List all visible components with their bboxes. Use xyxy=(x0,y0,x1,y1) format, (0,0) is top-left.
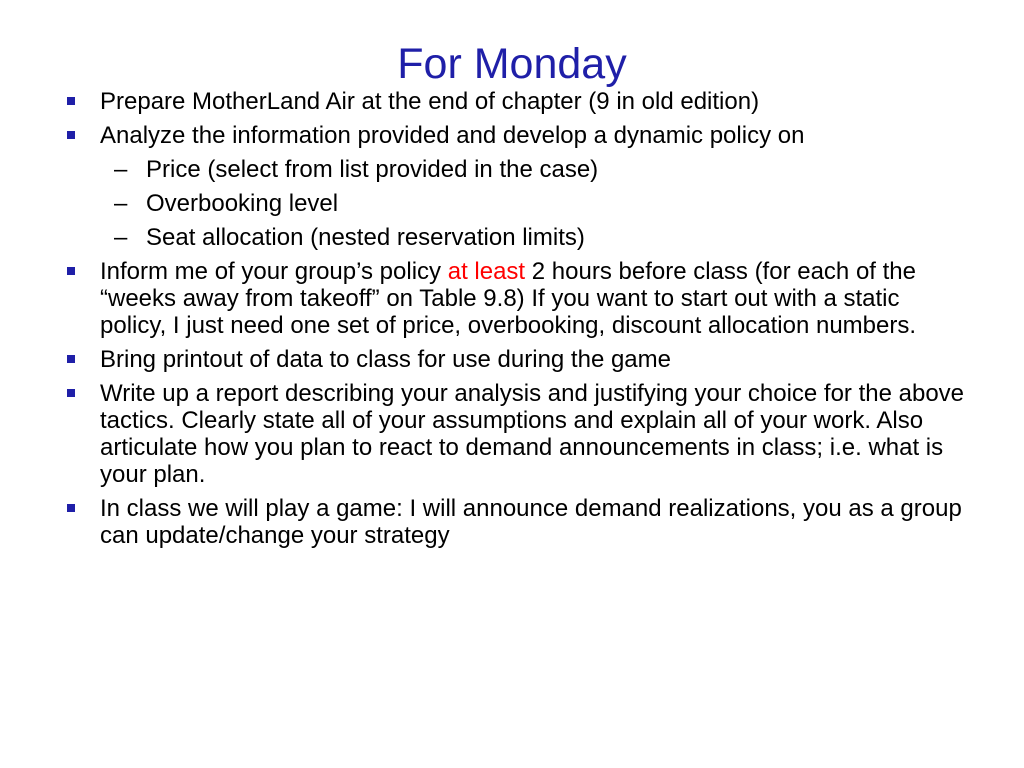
bullet-item xyxy=(66,122,966,149)
sub-bullet-text: Price (select from list provided in the case) xyxy=(146,156,599,183)
dash-bullet-icon: – xyxy=(114,190,128,217)
square-bullet-icon xyxy=(66,346,100,373)
sub-bullet-item xyxy=(114,156,966,183)
bullet-item xyxy=(66,258,966,339)
bullet-text: In class we will play a game: I will announce demand realizations, you as a group can update/change your strategy xyxy=(100,495,962,549)
square-bullet-icon xyxy=(66,380,100,407)
square-bullet-icon xyxy=(66,495,100,522)
bullet-text-part: 2 hours before class (for each of the “weeks away from takeoff” on Table 9.8) If you want to start out with a static policy, I just need one set of price, overbooking, discount allocation numbers. xyxy=(100,258,917,339)
sub-bullet-text: Overbooking level xyxy=(146,190,339,217)
bullet-text-part: Inform me of your group’s policy xyxy=(100,258,448,285)
bullet-item xyxy=(66,495,966,549)
bullet-text: Write up a report describing your analysis and justifying your choice for the above tactics. Clearly state all of your assumptions and explain all of your work. Also articulate how you plan to react to demand announcements in class; i.e. what is your plan. xyxy=(100,380,965,488)
bullet-item xyxy=(66,380,966,488)
sub-bullet-text: Seat allocation (nested reservation limits) xyxy=(146,224,585,251)
highlighted-text: at least xyxy=(447,258,526,285)
bullet-text xyxy=(100,258,966,339)
sub-bullet-item xyxy=(114,190,966,217)
bullet-text: Analyze the information provided and develop a dynamic policy on xyxy=(100,122,805,149)
square-bullet-icon xyxy=(66,88,100,115)
bullet-text: Bring printout of data to class for use during the game xyxy=(100,346,671,373)
slide-title: For Monday xyxy=(397,40,627,88)
dash-bullet-icon: – xyxy=(114,224,128,251)
bullet-item xyxy=(66,88,966,115)
bullet-item xyxy=(66,346,966,373)
slide-content xyxy=(66,88,966,556)
square-bullet-icon xyxy=(66,122,100,149)
square-bullet-icon xyxy=(66,258,100,285)
bullet-text: Prepare MotherLand Air at the end of chapter (9 in old edition) xyxy=(100,88,760,115)
sub-bullet-item xyxy=(114,224,966,251)
dash-bullet-icon: – xyxy=(114,156,128,183)
